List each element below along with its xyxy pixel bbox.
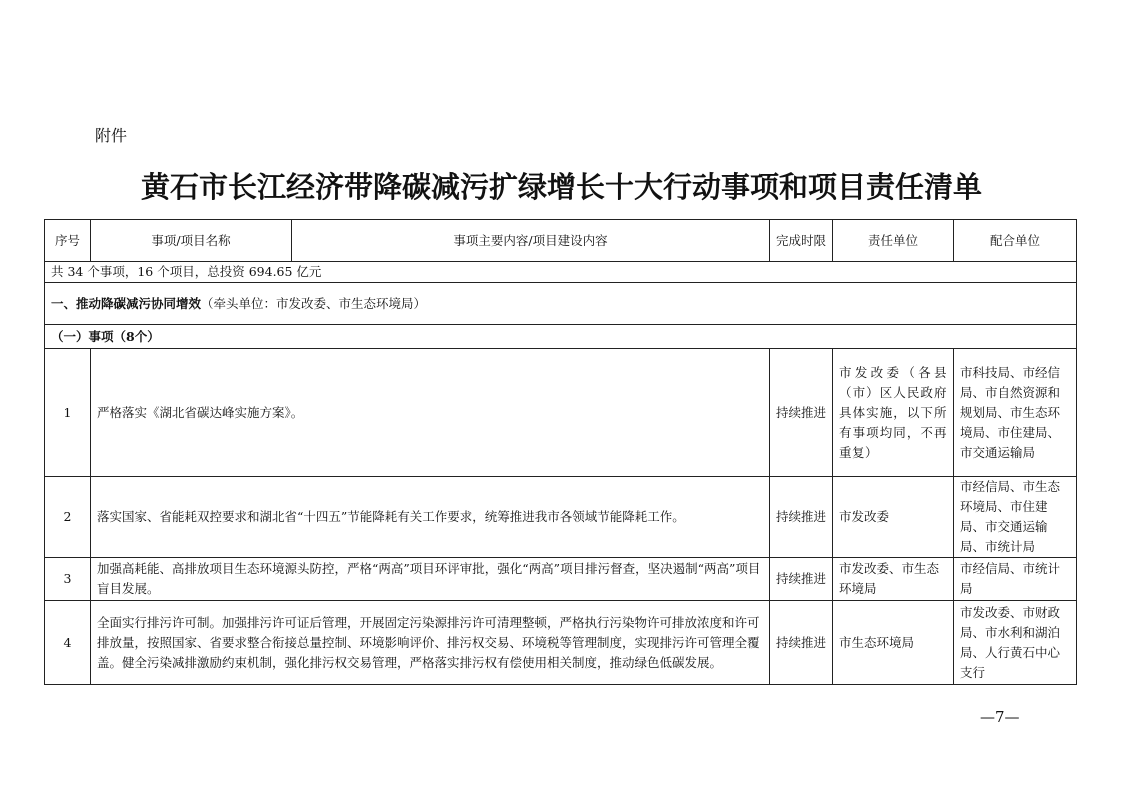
row-responsible: 市发改委、市生态环境局 [833,558,954,601]
responsibility-table [44,219,1077,685]
table-row [45,477,1077,558]
section-heading [45,283,1077,325]
row-cooperating: 市发改委、市财政局、市水利和湖泊局、人行黄石中心支行 [954,601,1077,685]
row-responsible: 市发改委 [833,477,954,558]
row-responsible: 市生态环境局 [833,601,954,685]
row-deadline: 持续推进 [770,349,833,477]
section-row [45,283,1077,325]
table-row [45,558,1077,601]
header-name: 事项/项目名称 [91,220,292,262]
header-cooperating: 配合单位 [954,220,1077,262]
table-row [45,349,1077,477]
row-no: 4 [45,601,91,685]
row-cooperating: 市经信局、市统计局 [954,558,1077,601]
header-deadline: 完成时限 [770,220,833,262]
summary-text: 共 34 个事项，16 个项目，总投资 694.65 亿元 [45,262,1077,283]
row-responsible: 市发改委（各县（市）区人民政府具体实施，以下所有事项均同，不再重复） [833,349,954,477]
row-deadline: 持续推进 [770,477,833,558]
row-cooperating: 市科技局、市经信局、市自然资源和规划局、市生态环境局、市住建局、市交通运输局 [954,349,1077,477]
table-row [45,601,1077,685]
summary-row [45,262,1077,283]
header-responsible: 责任单位 [833,220,954,262]
row-content: 全面实行排污许可制。加强排污许可证后管理，开展固定污染源排污许可清理整顿，严格执行污染物许可排放浓度和许可排放量，按照国家、省要求整合衔接总量控制、环境影响评价、排污权交易、环境税等管理制度，实现排污许可管理全覆盖。健全污染减排激励约束机制，强化排污权交易管理，严格落实排污权有偿使用相关制度，推动绿色低碳发展。 [91,601,770,685]
row-no: 2 [45,477,91,558]
subsection-row [45,325,1077,349]
row-deadline: 持续推进 [770,558,833,601]
page-number: —7— [980,708,1020,726]
document-title: 黄石市长江经济带降碳减污扩绿增长十大行动事项和项目责任清单 [140,170,982,204]
row-no: 3 [45,558,91,601]
row-deadline: 持续推进 [770,601,833,685]
row-content: 落实国家、省能耗双控要求和湖北省“十四五”节能降耗有关工作要求，统筹推进我市各领域节能降耗工作。 [91,477,770,558]
table-header-row [45,220,1077,262]
section-lead-units: （牵头单位：市发改委、市生态环境局） [201,295,427,311]
row-content: 加强高耗能、高排放项目生态环境源头防控，严格“两高”项目环评审批，强化“两高”项目排污督查，坚决遏制“两高”项目盲目发展。 [91,558,770,601]
row-cooperating: 市经信局、市生态环境局、市住建局、市交通运输局、市统计局 [954,477,1077,558]
attachment-label: 附件 [95,126,128,145]
section-title: 一、推动降碳减污协同增效 [51,295,202,311]
row-no: 1 [45,349,91,477]
row-content: 严格落实《湖北省碳达峰实施方案》。 [91,349,770,477]
header-content: 事项主要内容/项目建设内容 [292,220,770,262]
header-no: 序号 [45,220,91,262]
subsection-heading: （一）事项（8个） [45,325,1077,349]
